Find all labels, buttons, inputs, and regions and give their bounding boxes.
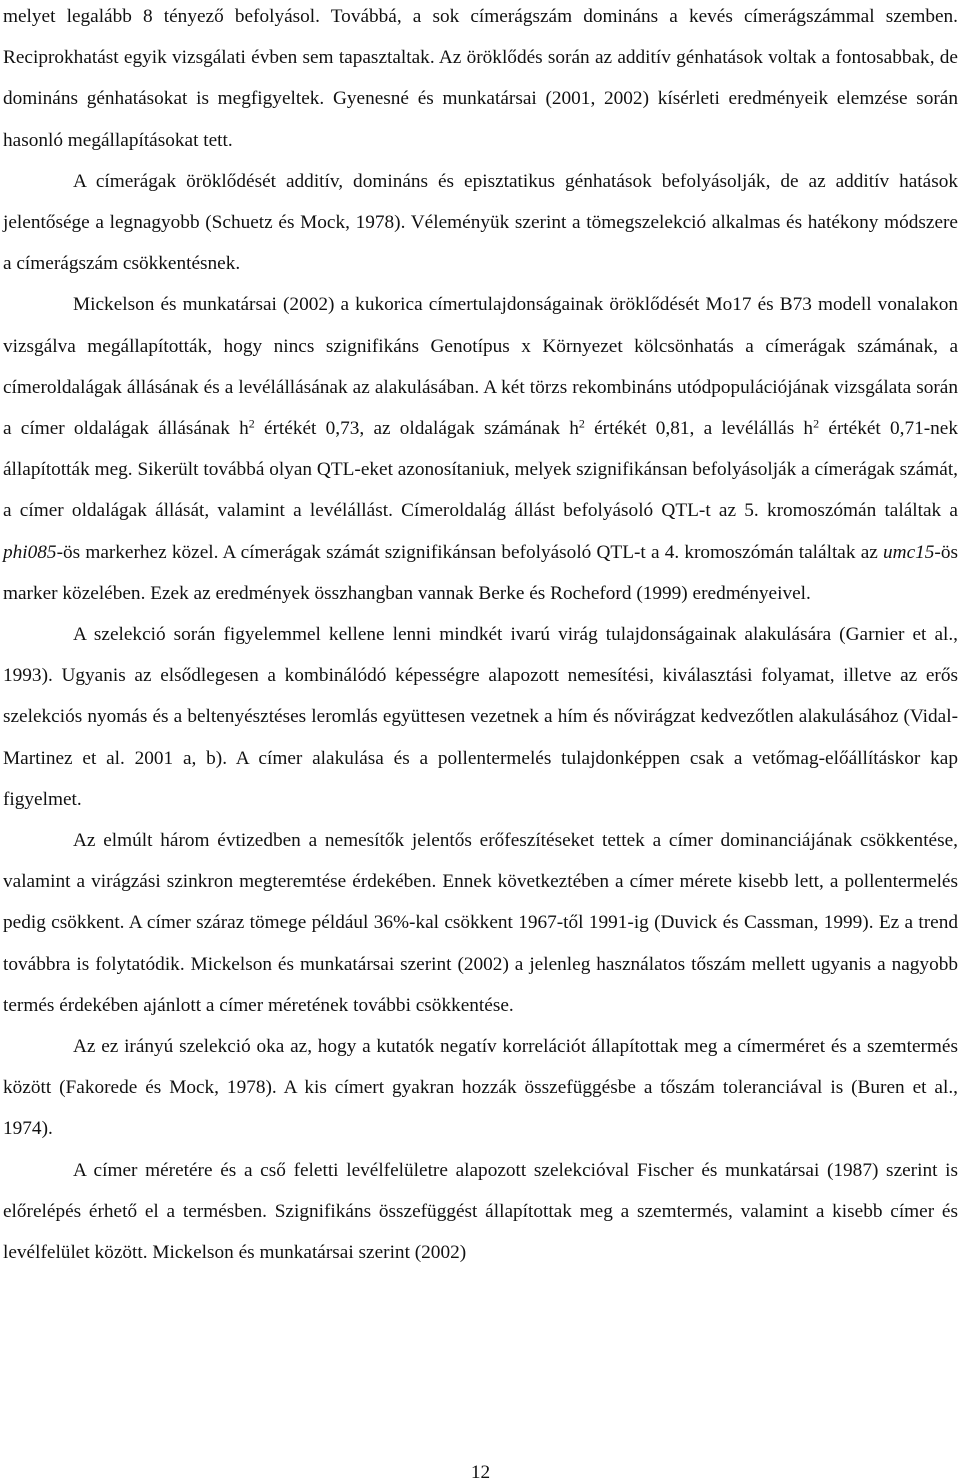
superscript: 2: [578, 416, 585, 431]
paragraph: [3, 614, 958, 820]
paragraph: [3, 1150, 958, 1274]
body-text: [3, 0, 958, 1273]
paragraph: [3, 1026, 958, 1150]
italic-marker-name: phi085: [3, 541, 57, 563]
text-run: -ös markerhez közel. A címerágak számát szignifikánsan befolyásoló QTL-t a 4. kromoszómán találtak az: [56, 541, 884, 563]
text-run: A címer méretére és a cső feletti levélfelületre alapozott szelekcióval Fischer és munkatársai (1987) szerint is előrelépés érhető el a termésben. Szignifikáns összefüggést állapítottak meg a szemtermés, valamint a kisebb címer és levélfelület között. Mickelson és munkatársai szerint (2002): [3, 1159, 958, 1264]
paragraph: [3, 284, 958, 614]
text-run: Az ez irányú szelekció oka az, hogy a kutatók negatív korrelációt állapítottak meg a címerméret és a szemtermés között (Fakorede és Mock, 1978). A kis címert gyakran hozzák összefüggésbe a tőszám toleranciával is (Buren et al., 1974).: [3, 1036, 958, 1140]
italic-marker-name: umc15: [883, 541, 935, 563]
superscript: 2: [248, 416, 255, 431]
text-run: értékét 0,71-nek állapították meg. Sikerült továbbá olyan QTL-eket azonosítaniuk, melyek szignifikánsan befolyásolják a címerágak számát, a címer oldalágak állását, valamint a levélállást. Címeroldalág állást befolyásoló QTL-t az 5. kromoszómán találtak a: [3, 418, 959, 522]
text-run: A címerágak öröklődését additív, domináns és episztatikus génhatások befolyásolják, de az additív hatások jelentősége a legnagyobb (Schuetz és Mock, 1978). Véleményük szerint a tömegszelekció alkalmas és hatékony módszere a címerágszám csökkentésnek.: [3, 170, 958, 275]
text-run: Mickelson és munkatársai (2002) a kukorica címertulajdonságainak öröklődését Mo17 és B73 modell vonalakon vizsgálva megállapították, hogy nincs szignifikáns Genotípus x Környezet kölcsönhatás a címerágak számának, a címeroldalágak állásának és a levélállásának az alakulásában. A két törzs rekombináns utódpopulációjának vizsgálata során a címer oldalágak állásának h: [3, 294, 958, 440]
superscript: 2: [813, 416, 820, 431]
document-page: [3, 0, 958, 1482]
paragraph: [3, 161, 958, 285]
page-number: 12: [470, 1462, 491, 1483]
text-run: Az elmúlt három évtizedben a nemesítők jelentős erőfeszítéseket tettek a címer dominanciájának csökkentése, valamint a virágzási szinkron megteremtése érdekében. Ennek következtében a címer mérete kisebb lett, a pollentermelés pedig csökkent. A címer száraz tömege például 36%-kal csökkent 1967-től 1991-ig (Duvick és Cassman, 1999). Ez a trend továbbra is folytatódik. Mickelson és munkatársai szerint (2002) a jelenleg használatos tőszám mellett ugyanis a nagyobb termés érdekében ajánlott a címer méretének további csökkentése.: [3, 830, 958, 1016]
text-run: értékét 0,81, a levélállás h: [584, 418, 814, 440]
paragraph: [3, 820, 958, 1026]
paragraph: [3, 0, 958, 161]
text-run: A szelekció során figyelemmel kellene lenni mindkét ivarú virág tulajdonságainak alakulására (Garnier et al., 1993). Ugyanis az elsődlegesen a kombinálódó képességre alapozott nemesítési, kiválasztási folyamat, illetve az erős szelekciós nyomás és a beltenyésztéses leromlás együttesen vezetnek a hím és nővirágzat kedvezőtlen alakulásához (Vidal-Martinez et al. 2001 a, b). A címer alakulása és a pollentermelés tulajdonképpen csak a vetőmag-előállításkor kap figyelmet.: [3, 624, 958, 810]
text-run: -ös marker közelében. Ezek az eredmények összhangban vannak Berke és Rocheford (1999) eredményeivel.: [3, 541, 958, 604]
text-run: melyet legalább 8 tényező befolyásol. Továbbá, a sok címerágszám domináns a kevés címerágszámmal szemben. Reciprokhatást egyik vizsgálati évben sem tapasztaltak. Az öröklődés során az additív génhatások voltak a fontosabbak, de domináns génhatásokat is megfigyeltek. Gyenesné és munkatársai (2001, 2002) kísérleti eredményeik elemzése során hasonló megállapításokat tett.: [3, 6, 958, 151]
text-run: értékét 0,73, az oldalágak számának h: [254, 418, 579, 440]
